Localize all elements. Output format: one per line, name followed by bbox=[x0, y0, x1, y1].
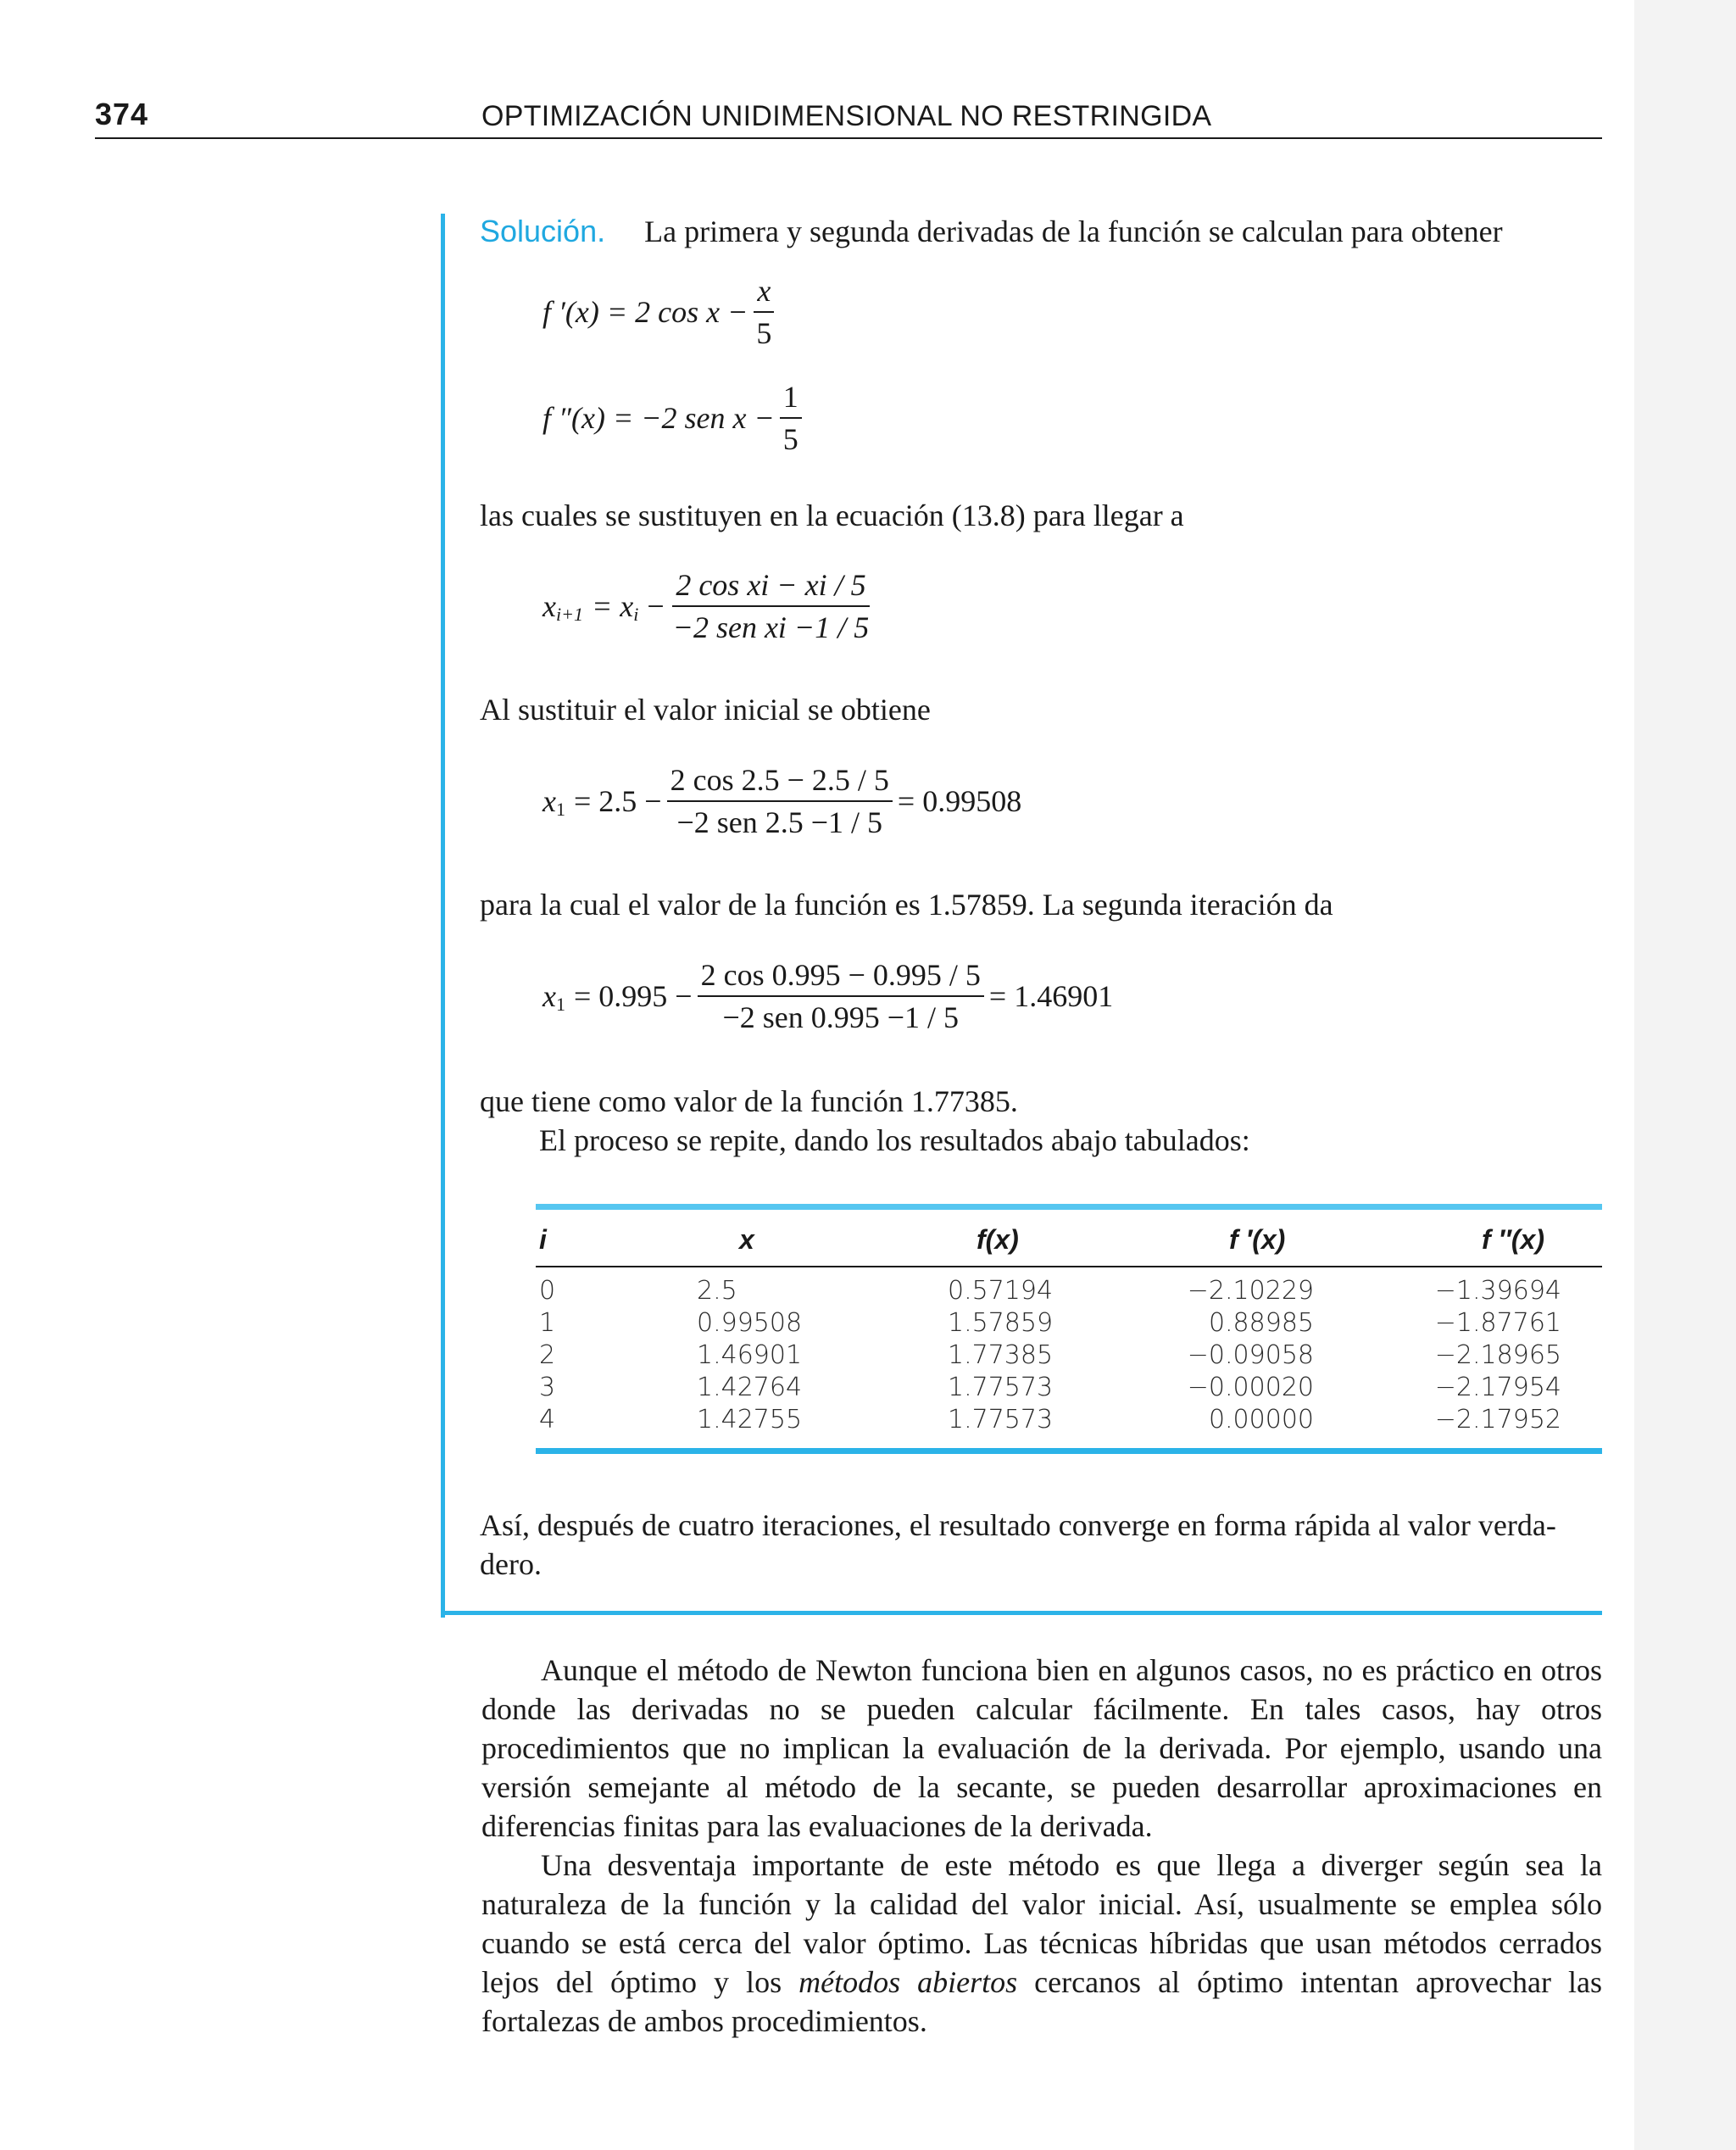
solution-intro-text: La primera y segunda derivadas de la función se calculan para obtener bbox=[644, 214, 1503, 248]
equation-first-derivative bbox=[542, 276, 780, 348]
running-head: OPTIMIZACIÓN UNIDIMENSIONAL NO RESTRINGIDA bbox=[481, 100, 1212, 132]
fraction-denominator: −2 sen 0.995 −1 / 5 bbox=[722, 1000, 960, 1034]
page-number: 374 bbox=[95, 97, 149, 131]
equation-mid: = x bbox=[591, 589, 634, 623]
cell-fppx: −1.87761 bbox=[1434, 1308, 1561, 1338]
cell-fx: 1.57859 bbox=[948, 1308, 1054, 1338]
conclusion-line-1: Así, después de cuatro iteraciones, el resultado converge en forma rápida al valor verda- bbox=[480, 1508, 1556, 1542]
cell-fx: 0.57194 bbox=[948, 1276, 1054, 1306]
fraction-numerator: 2 cos 0.995 − 0.995 / 5 bbox=[698, 960, 984, 997]
repeat-text: El proceso se repite, dando los resultados abajo tabulados: bbox=[539, 1123, 1250, 1157]
solution-intro bbox=[480, 212, 1503, 251]
fraction bbox=[698, 960, 984, 1033]
cell-fx: 1.77385 bbox=[948, 1340, 1054, 1370]
table-header-fx: f(x) bbox=[976, 1224, 1019, 1255]
fraction-numerator: x bbox=[754, 276, 774, 313]
paragraph: Aunque el método de Newton funciona bien en algunos casos, no es práctico en otros donde las derivadas no se pueden calcular fácilmente. En tales casos, hay otros procedimientos que no implican la evaluación de la derivada. Por ejemplo, usando una versión semejante al método de la secante, se pueden desarrollar aproximaciones en diferencias finitas para las evaluaciones de la derivada. bbox=[481, 1653, 1602, 1843]
fraction bbox=[670, 570, 873, 643]
table-header-rule bbox=[536, 1266, 1602, 1267]
cell-i: 3 bbox=[539, 1373, 556, 1402]
cell-i: 0 bbox=[539, 1276, 556, 1306]
cell-x: 1.42755 bbox=[697, 1405, 803, 1434]
fraction bbox=[753, 276, 775, 348]
emphasis: métodos abiertos bbox=[798, 1965, 1018, 1999]
cell-fppx: −2.18965 bbox=[1434, 1340, 1561, 1370]
fraction-denominator: −2 sen xi −1 / 5 bbox=[672, 610, 870, 644]
table-header-fppx: f ″(x) bbox=[1482, 1224, 1544, 1255]
subscript: 1 bbox=[555, 799, 565, 820]
table-header-x: x bbox=[739, 1224, 754, 1255]
fraction-denominator: −2 sen 2.5 −1 / 5 bbox=[676, 805, 883, 839]
var-x: x bbox=[542, 979, 556, 1013]
iteration-1-text: para la cual el valor de la función es 1.57859. La segunda iteración da bbox=[480, 888, 1333, 922]
subscript: i+1 bbox=[555, 604, 583, 625]
equation-result: = 0.99508 bbox=[897, 784, 1022, 818]
equation-iteration-1 bbox=[542, 765, 1021, 838]
fraction-denominator: 5 bbox=[756, 316, 772, 350]
paragraph bbox=[481, 1846, 1602, 2041]
cell-x: 1.46901 bbox=[697, 1340, 803, 1370]
cell-fppx: −1.39694 bbox=[1434, 1276, 1561, 1306]
subscript: i bbox=[633, 604, 639, 625]
cell-fppx: −2.17954 bbox=[1434, 1373, 1561, 1402]
equation-lhs: = 0.995 − bbox=[573, 979, 693, 1013]
equation-result: = 1.46901 bbox=[988, 979, 1114, 1013]
fraction-numerator: 2 cos 2.5 − 2.5 / 5 bbox=[667, 765, 893, 802]
page-edge bbox=[1634, 0, 1736, 2150]
paragraph-text: cercanos al óptimo intentan aprovechar las fortalezas de ambos procedimientos. bbox=[481, 1965, 1602, 2038]
initial-value-text: Al sustituir el valor inicial se obtiene bbox=[480, 693, 931, 727]
equation-newton-iteration bbox=[542, 570, 877, 643]
fraction bbox=[667, 765, 893, 838]
iteration-2-text: que tiene como valor de la función 1.77385. bbox=[480, 1084, 1018, 1118]
cell-x: 0.99508 bbox=[697, 1308, 803, 1338]
table-bottom-rule bbox=[536, 1448, 1602, 1454]
cell-i: 1 bbox=[539, 1308, 556, 1338]
var-x: x bbox=[542, 784, 556, 818]
paragraph-text: Una desventaja importante de este método es que llega a diverger según sea la naturaleza de la función y la calidad del valor inicial. Así, usualmente se emplea sólo cuando se está cerca del valor óptimo. Las técnicas híbridas que usan métodos cerrados lejos del óptimo y los bbox=[481, 1848, 1602, 1999]
substitution-text: las cuales se sustituyen en la ecuación (13.8) para llegar a bbox=[480, 499, 1184, 532]
table-header-fpx: f ′(x) bbox=[1229, 1224, 1286, 1255]
example-box-left-rule bbox=[441, 214, 445, 1618]
var-x: x bbox=[542, 589, 556, 623]
fraction-denominator: 5 bbox=[782, 422, 798, 456]
cell-x: 1.42764 bbox=[697, 1373, 803, 1402]
cell-fpx: −2.10229 bbox=[1187, 1276, 1314, 1306]
table-top-rule bbox=[536, 1204, 1602, 1210]
subscript: 1 bbox=[555, 994, 565, 1015]
cell-fpx: −0.09058 bbox=[1187, 1340, 1314, 1370]
equation-lhs: = 2.5 − bbox=[573, 784, 662, 818]
solution-label: Solución. bbox=[480, 214, 606, 248]
table-header-i: i bbox=[539, 1224, 547, 1255]
cell-fx: 1.77573 bbox=[948, 1405, 1054, 1434]
cell-fpx: −0.00020 bbox=[1187, 1373, 1314, 1402]
body-text bbox=[481, 1651, 1602, 2041]
minus-sign: − bbox=[647, 589, 665, 623]
cell-fppx: −2.17952 bbox=[1434, 1405, 1561, 1434]
cell-x: 2.5 bbox=[697, 1276, 737, 1306]
cell-fx: 1.77573 bbox=[948, 1373, 1054, 1402]
example-box-bottom-rule bbox=[441, 1611, 1602, 1615]
cell-fpx: 0.88985 bbox=[1208, 1308, 1314, 1338]
equation-lhs: f ″(x) = −2 sen x − bbox=[542, 401, 775, 435]
cell-fpx: 0.00000 bbox=[1208, 1405, 1314, 1434]
fraction bbox=[780, 382, 802, 454]
equation-lhs: f ′(x) = 2 cos x − bbox=[542, 295, 748, 329]
conclusion-line-2: dero. bbox=[480, 1547, 542, 1581]
fraction-numerator: 2 cos xi − xi / 5 bbox=[672, 570, 869, 607]
cell-i: 4 bbox=[539, 1405, 556, 1434]
cell-i: 2 bbox=[539, 1340, 556, 1370]
header-rule bbox=[95, 137, 1602, 139]
fraction-numerator: 1 bbox=[780, 382, 802, 419]
equation-iteration-2 bbox=[542, 960, 1113, 1033]
equation-second-derivative bbox=[542, 382, 807, 454]
